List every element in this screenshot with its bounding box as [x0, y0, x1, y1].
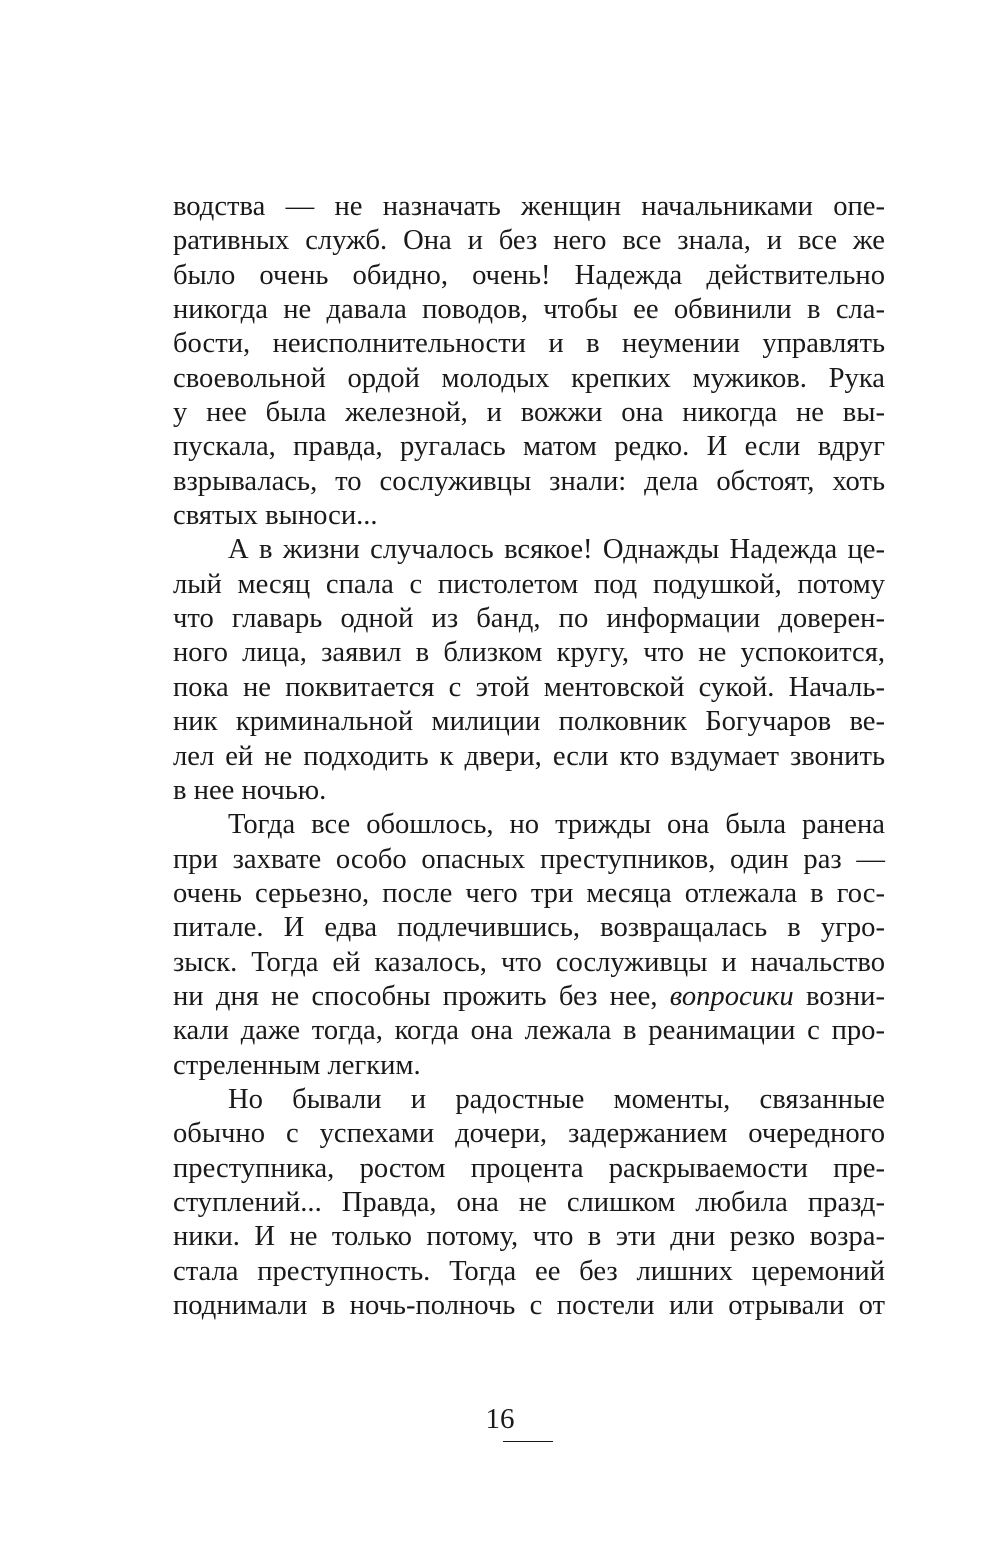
text-line: святых выноси...	[173, 500, 378, 532]
text-line: кали даже тогда, когда она лежала в реанимации с про-	[173, 1015, 885, 1047]
text-line: стала преступность. Тогда ее без лишних церемоний	[173, 1255, 885, 1287]
text-line: взрывалась, то сослуживцы знали: дела обстоят, хоть	[173, 465, 885, 497]
text-line: ник криминальной милиции полковник Богучаров ве-	[173, 706, 885, 738]
text-line: пока не поквитается с этой ментовской сукой. Началь-	[173, 671, 885, 703]
text-line: лел ей не подходить к двери, если кто вздумает звонить	[173, 740, 885, 772]
text-line: в нее ночью.	[173, 774, 327, 806]
text-line: при захвате особо опасных преступников, один раз —	[173, 843, 885, 875]
text-line: стреленным легким.	[173, 1049, 421, 1081]
text-line: водства — не назначать женщин начальниками опе-	[173, 191, 885, 222]
text-line: обычно с успехами дочери, задержанием очередного	[173, 1118, 885, 1150]
page-number-underline	[503, 1441, 553, 1442]
text-line: бости, неисполнительности и в неумении управлять	[173, 328, 885, 360]
text-line: очень серьезно, после чего три месяца отлежала в гос-	[173, 877, 885, 909]
text-line: ного лица, заявил в близком кругу, что не успокоится,	[173, 637, 885, 669]
text-line: у нее была железной, и вожжи она никогда не вы-	[173, 397, 885, 429]
text-line: своевольной ордой молодых крепких мужиков. Рука	[173, 362, 885, 394]
text-line: пускала, правда, ругалась матом редко. И если вдруг	[173, 431, 885, 463]
text-line: ступлений... Правда, она не слишком любила празд-	[173, 1186, 885, 1218]
text-line: Тогда все обошлось, но трижды она была ранена	[228, 809, 885, 841]
page-number: 16	[485, 1403, 515, 1435]
text-line: что главарь одной из банд, по информации доверен-	[173, 603, 885, 635]
text-line: преступника, ростом процента раскрываемости пре-	[173, 1152, 885, 1184]
text-line: А в жизни случалось всякое! Однажды Надежда це-	[228, 534, 885, 566]
text-line: Но бывали и радостные моменты, связанные	[228, 1083, 885, 1115]
text-line: ративных служб. Она и без него все знала, и все же	[173, 225, 885, 257]
text-line: лый месяц спала с пистолетом под подушкой, потому	[173, 568, 885, 600]
text-line: зыск. Тогда ей казалось, что сослуживцы и начальство	[173, 946, 885, 978]
text-line: никогда не давала поводов, чтобы ее обвинили в сла-	[173, 294, 885, 326]
text-line: было очень обидно, очень! Надежда действительно	[173, 259, 885, 291]
text-line: ники. И не только потому, что в эти дни резко возра-	[173, 1221, 885, 1253]
body-text	[173, 190, 885, 1323]
text-line: поднимали в ночь-полночь с постели или отрывали от	[173, 1290, 885, 1321]
text-line: ни дня не способны прожить без нее, вопросики возни-	[173, 980, 885, 1012]
text-line: питале. И едва подлечившись, возвращалась в угро-	[173, 912, 885, 944]
